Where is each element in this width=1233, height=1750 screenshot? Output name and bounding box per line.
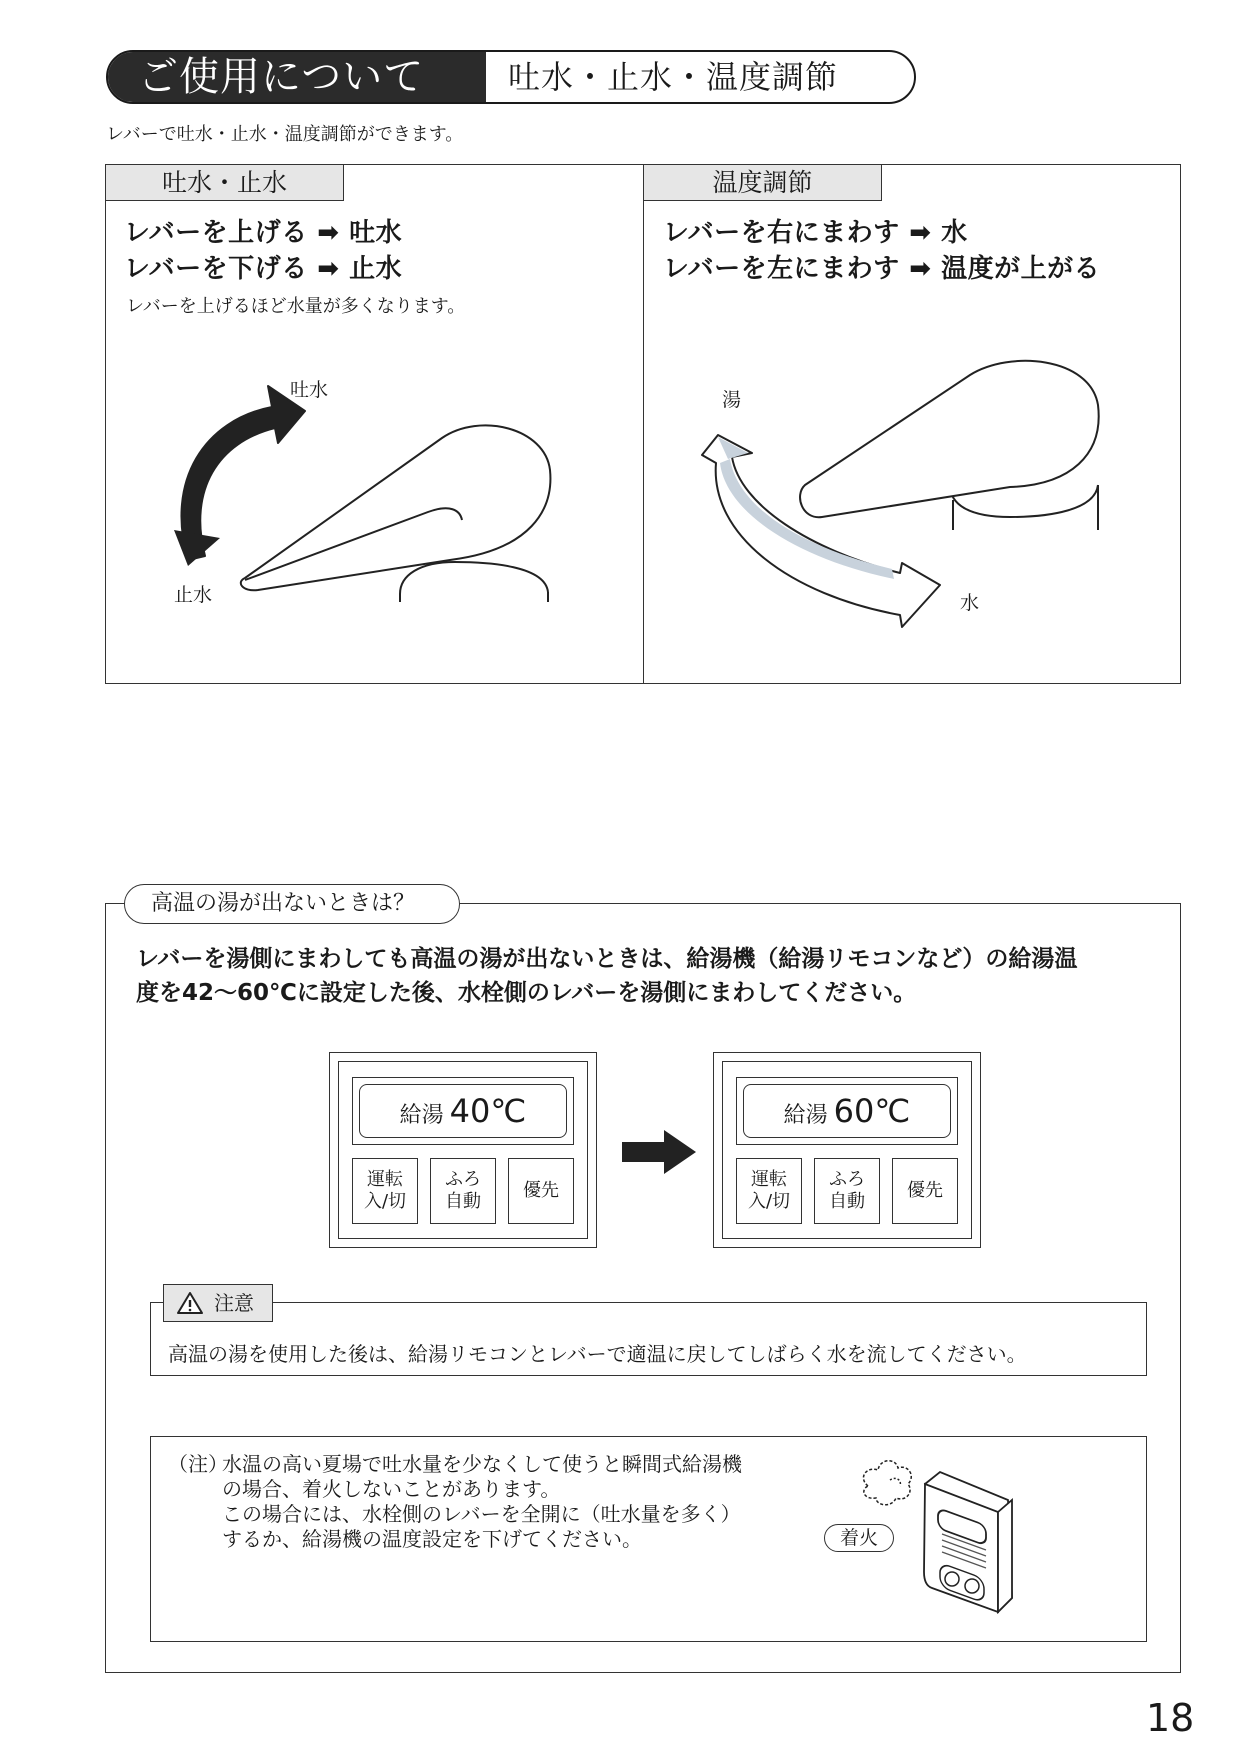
priority-button-label: 優先	[523, 1180, 559, 1201]
lever-right-instruction: レバーを右にまわす ➡ 水	[663, 218, 968, 248]
bath-button-label1: ふろ	[445, 1169, 481, 1190]
section-title: ご使用について	[108, 52, 486, 102]
display-label: 給湯	[783, 1103, 828, 1128]
power-button-label1: 運転	[751, 1169, 787, 1190]
note-line3: この場合には、水栓側のレバーを全開に（吐水量を多く）	[222, 1502, 741, 1526]
hot-water-heading: 高温の湯が出ないときは？	[124, 884, 460, 924]
intro-text: レバーで吐水・止水・温度調節ができます。	[106, 124, 464, 145]
label-spout: 吐水	[290, 379, 329, 401]
bath-auto-button	[814, 1158, 880, 1224]
label-hot: 湯	[722, 389, 742, 411]
caution-label: 注意	[214, 1291, 254, 1315]
smoke-icon	[863, 1461, 911, 1505]
display-label: 給湯	[399, 1103, 444, 1128]
lever-up-down-illustration	[150, 370, 570, 620]
label-cold: 水	[960, 592, 980, 614]
right-arrow-icon	[620, 1128, 700, 1178]
ignition-label: 着火	[824, 1524, 894, 1552]
power-button	[352, 1158, 418, 1224]
label-stop: 止水	[174, 584, 213, 606]
note-line1: 水温の高い夏場で吐水量を少なくして使うと瞬間式給湯機	[222, 1452, 742, 1476]
lever-rotate-illustration	[670, 345, 1130, 645]
remote-after	[713, 1052, 981, 1248]
faucet-lever-icon	[241, 425, 551, 602]
hot-water-paragraph-line1: レバーを湯側にまわしても高温の湯が出ないときは、給湯機（給湯リモコンなど）の給湯温	[136, 946, 1078, 972]
note-line2: の場合、着火しないことがあります。	[222, 1477, 561, 1501]
flow-note: レバーを上げるほど水量が多くなります。	[126, 296, 466, 317]
remote-before	[329, 1052, 597, 1248]
note-line4: するか、給湯機の温度設定を下げてください。	[222, 1527, 642, 1551]
power-button-label2: 入/切	[363, 1191, 407, 1212]
power-button	[736, 1158, 802, 1224]
bath-button-label2: 自動	[829, 1191, 865, 1212]
power-button-label2: 入/切	[747, 1191, 791, 1212]
lever-left-instruction: レバーを左にまわす ➡ 温度が上がる	[663, 254, 1101, 284]
tab-spout-stop: 吐水・止水	[106, 165, 344, 201]
display-temperature: 60℃	[833, 1092, 911, 1130]
caution-text: 高温の湯を使用した後は、給湯リモコンとレバーで適温に戻してしばらく水を流してください。	[168, 1342, 1027, 1366]
panel-divider	[643, 164, 644, 684]
hot-water-paragraph-line2: 度を42〜60℃に設定した後、水栓側のレバーを湯側にまわしてください。	[136, 980, 917, 1006]
lever-up-instruction: レバーを上げる ➡ 吐水	[124, 218, 403, 248]
page-number: 18	[1146, 1696, 1195, 1740]
remote-display	[736, 1077, 958, 1145]
tab-temperature: 温度調節	[644, 165, 882, 201]
bath-auto-button	[430, 1158, 496, 1224]
display-temperature: 40℃	[449, 1092, 527, 1130]
caution-tab	[163, 1284, 273, 1322]
up-down-arrow-icon	[174, 386, 305, 566]
bath-button-label1: ふろ	[829, 1169, 865, 1190]
faucet-lever-icon	[800, 361, 1099, 530]
lever-down-instruction: レバーを下げる ➡ 止水	[124, 254, 403, 284]
bath-button-label2: 自動	[445, 1191, 481, 1212]
power-button-label1: 運転	[367, 1169, 403, 1190]
section-header	[106, 50, 916, 104]
priority-button	[508, 1158, 574, 1224]
note-prefix: （注）	[168, 1452, 228, 1476]
section-subtitle: 吐水・止水・温度調節	[508, 58, 839, 96]
priority-button-label: 優先	[907, 1180, 943, 1201]
remote-display	[352, 1077, 574, 1145]
priority-button	[892, 1158, 958, 1224]
warning-icon	[176, 1291, 204, 1315]
